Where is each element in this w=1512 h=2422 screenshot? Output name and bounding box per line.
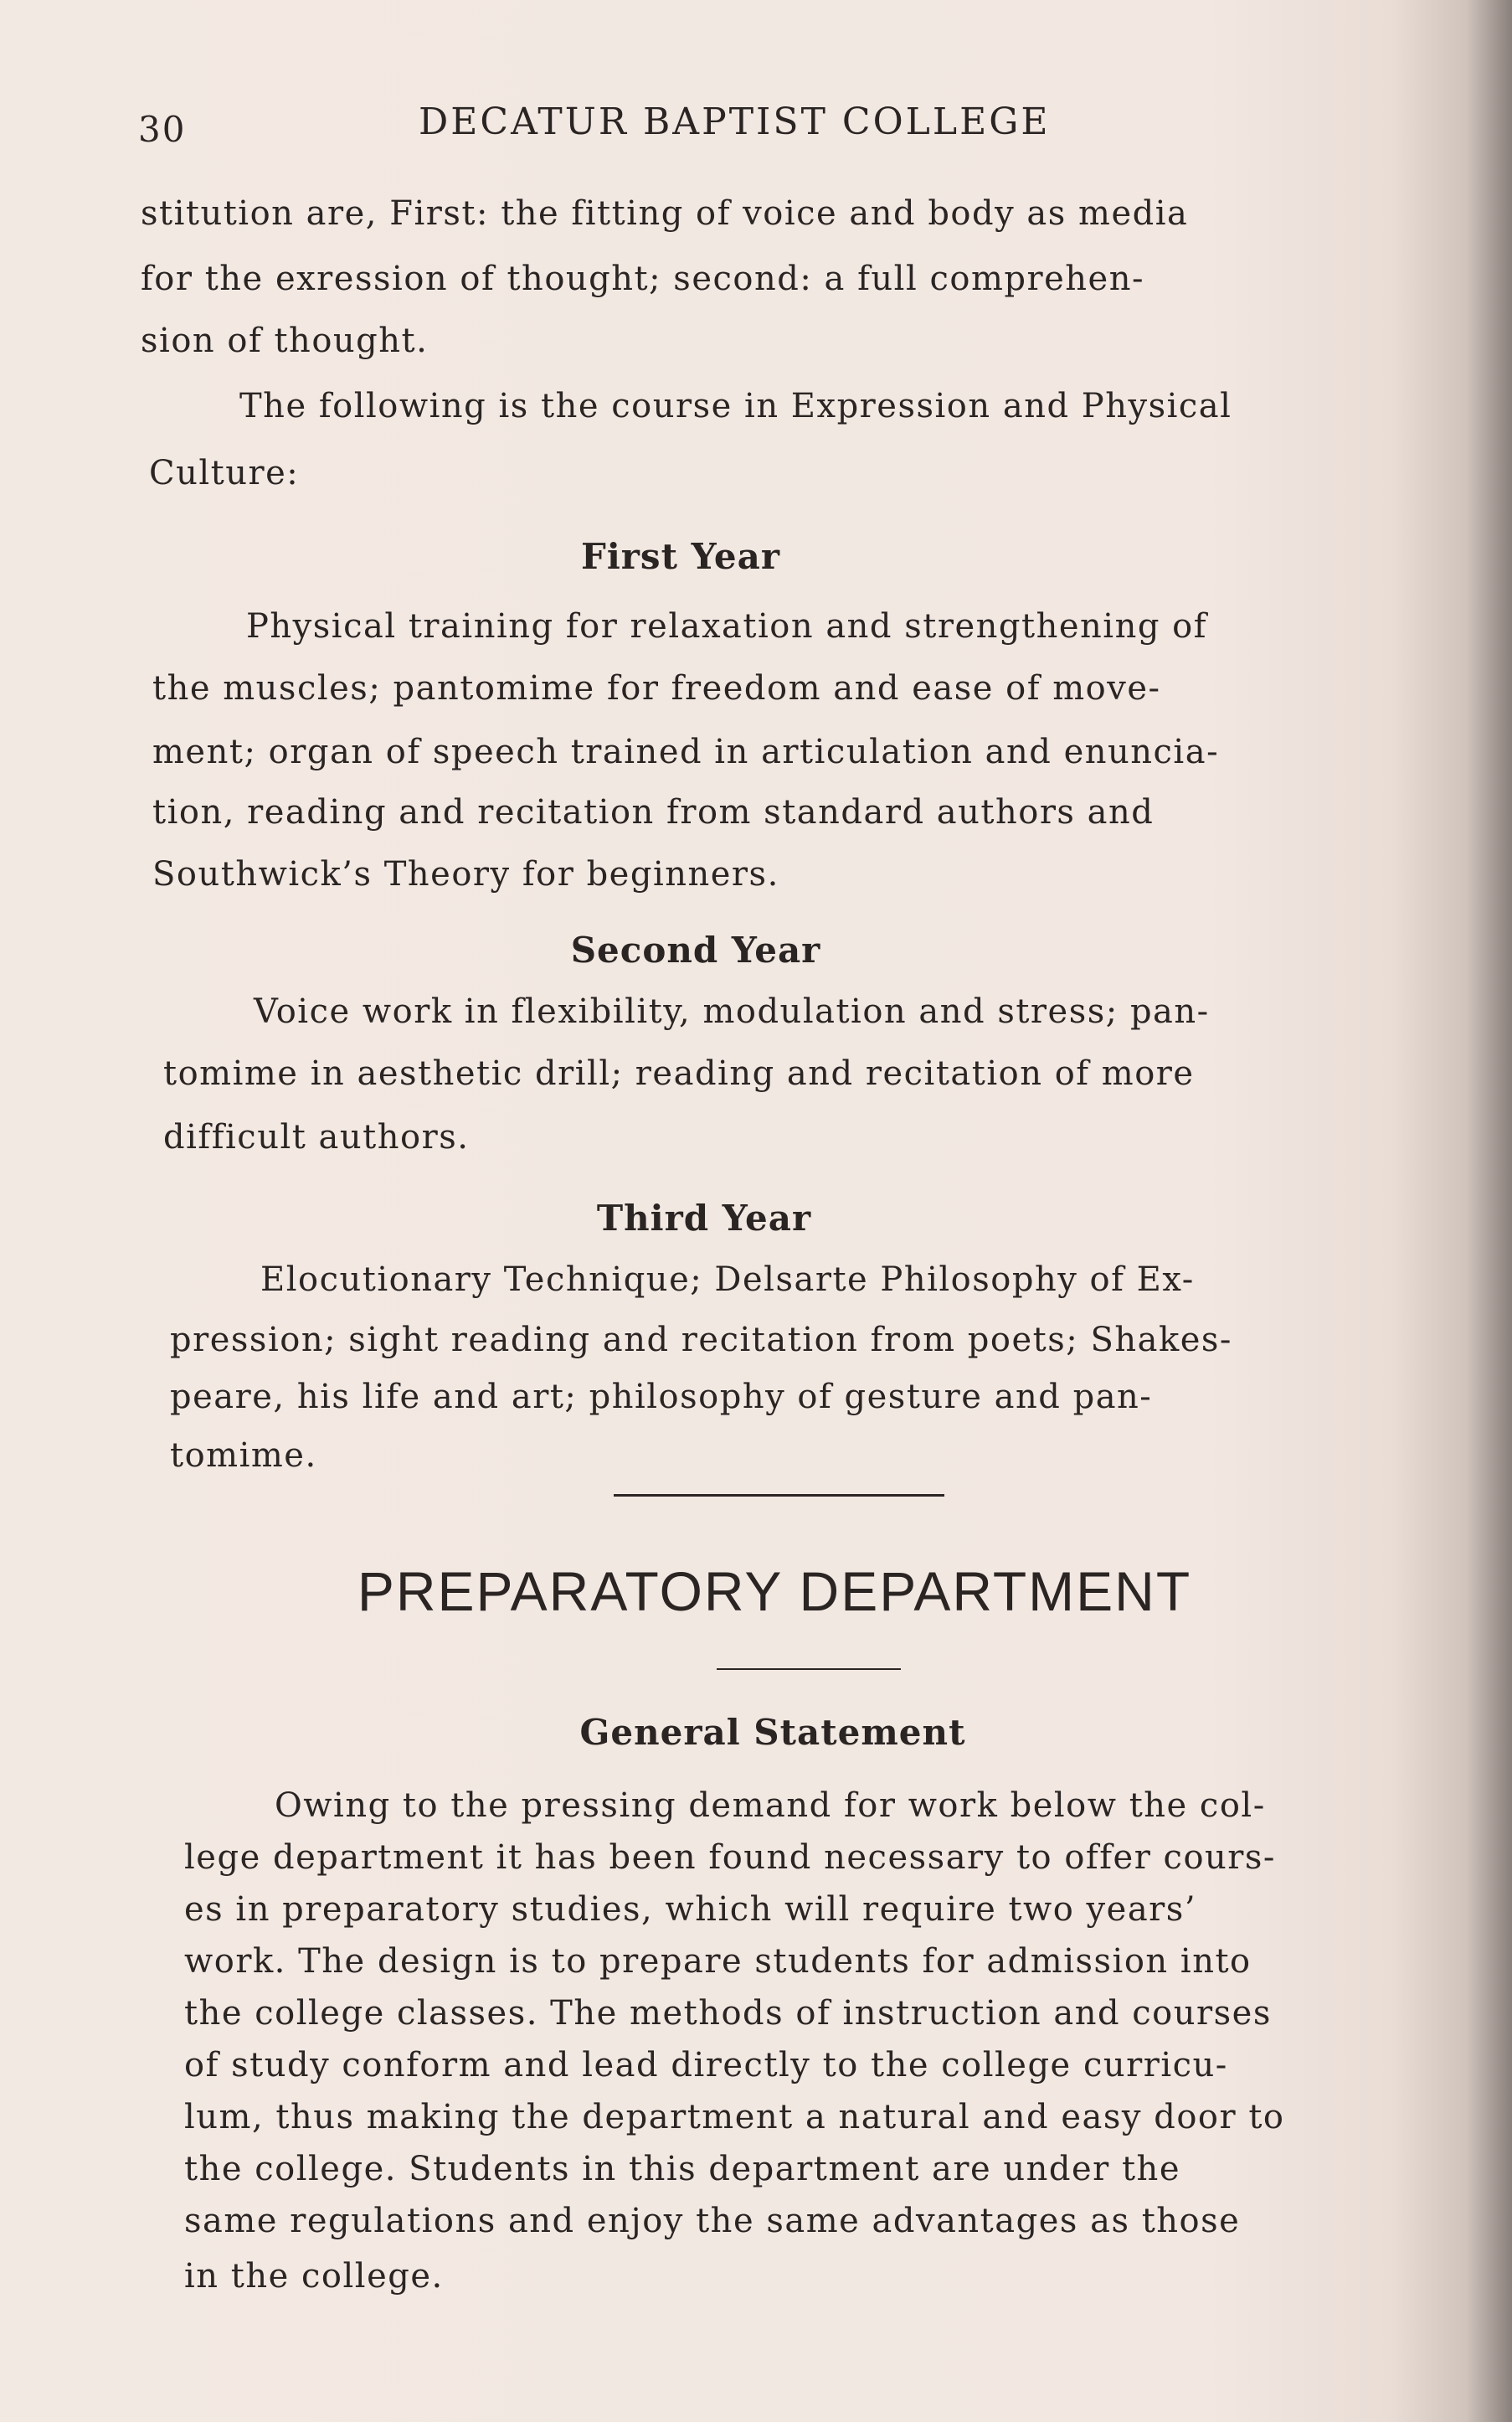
- text-line: same regulations and enjoy the same advantages as those: [184, 2202, 1241, 2240]
- text-line: sion of thought.: [141, 322, 429, 360]
- text-line: es in preparatory studies, which will require two years’: [184, 1890, 1197, 1929]
- text-line: the college. Students in this department are under the: [184, 2150, 1180, 2188]
- text-line: tion, reading and recitation from standard authors and: [152, 793, 1155, 832]
- text-line: ment; organ of speech trained in articulation and enuncia-: [152, 733, 1220, 771]
- text-line: peare, his life and art; philosophy of gesture and pan-: [170, 1378, 1153, 1416]
- text-line: Owing to the pressing demand for work below the col-: [275, 1786, 1266, 1825]
- general-statement-heading: General Statement: [579, 1712, 966, 1753]
- running-title: DECATUR BAPTIST COLLEGE: [419, 100, 1051, 143]
- department-title: PREPARATORY DEPARTMENT: [357, 1560, 1192, 1622]
- text-line: Voice work in flexibility, modulation and stress; pan-: [254, 992, 1210, 1031]
- text-line: in the college.: [184, 2257, 444, 2296]
- second-year-heading: Second Year: [570, 930, 821, 971]
- text-line: Southwick’s Theory for beginners.: [152, 855, 779, 894]
- text-line: of study conform and lead directly to the college curricu-: [184, 2046, 1228, 2084]
- text-line: for the exression of thought; second: a full comprehen-: [141, 260, 1144, 298]
- first-year-heading: First Year: [581, 536, 780, 577]
- text-line: tomime in aesthetic drill; reading and recitation of more: [163, 1054, 1195, 1093]
- page-header: [138, 100, 1394, 151]
- text-line: stitution are, First: the fitting of voice and body as media: [141, 194, 1189, 233]
- text-line: Elocutionary Technique; Delsarte Philosophy of Ex-: [260, 1260, 1195, 1299]
- text-line: lege department it has been found necessary to offer cours-: [184, 1838, 1276, 1877]
- text-line: difficult authors.: [163, 1118, 470, 1157]
- text-line: Physical training for relaxation and strengthening of: [246, 607, 1208, 646]
- third-year-heading: Third Year: [596, 1198, 812, 1239]
- section-divider: [614, 1494, 944, 1497]
- page-number: 30: [138, 109, 187, 150]
- text-line: the muscles; pantomime for freedom and ease of move-: [152, 669, 1161, 708]
- text-line: the college classes. The methods of instruction and courses: [184, 1994, 1272, 2033]
- text-line: Culture:: [149, 454, 300, 492]
- text-line: tomime.: [170, 1436, 317, 1475]
- text-line: work. The design is to prepare students for admission into: [184, 1942, 1252, 1981]
- text-line: pression; sight reading and recitation from poets; Shakes-: [170, 1321, 1232, 1359]
- text-line: The following is the course in Expression and Physical: [239, 387, 1232, 425]
- title-underline: [717, 1668, 901, 1670]
- text-line: lum, thus making the department a natural and easy door to: [184, 2098, 1285, 2136]
